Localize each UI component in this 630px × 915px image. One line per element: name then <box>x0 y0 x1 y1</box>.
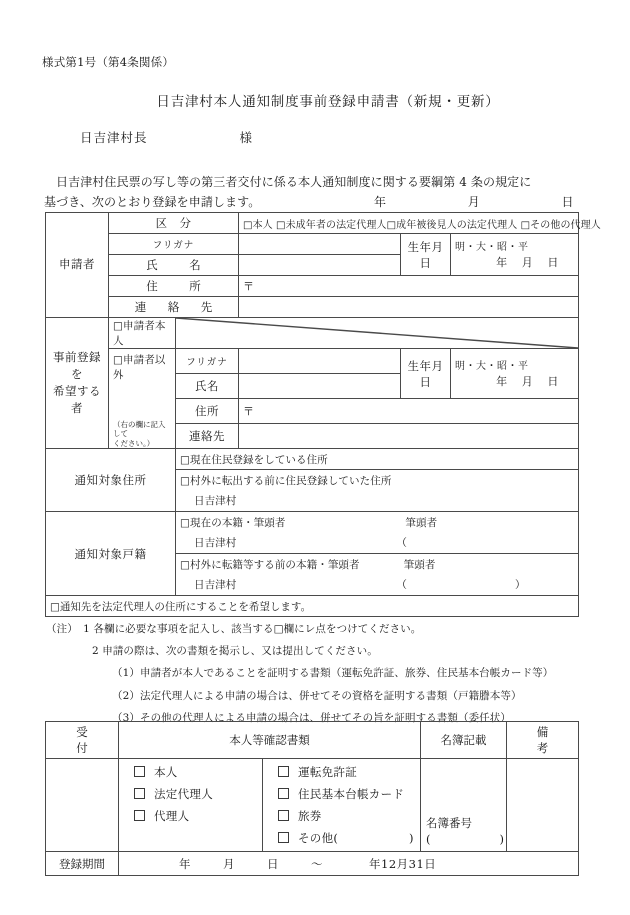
applicant-section-label: 申請者 <box>46 213 109 318</box>
applicant-ymd-row <box>455 254 574 270</box>
date-day-label: 日 <box>561 194 574 209</box>
note-5: （3）その他の代理人による申請の場合は、併せてその旨を証明する書類（委任状） <box>112 711 511 724</box>
date-entry-line <box>374 193 574 213</box>
prereg-label-line2: 希望する者 <box>53 384 101 416</box>
period-day: 日 <box>267 856 279 871</box>
checkbox-icon[interactable] <box>134 810 145 821</box>
prereg-option-self[interactable]: □申請者本人 <box>109 318 176 349</box>
addressee-name: 日吉津村長 <box>80 130 148 145</box>
note-1: （注） 1 各欄に必要な事項を記入し、該当する□欄にレ点をつけてください。 <box>46 623 422 635</box>
meibo-number-label: 名簿番号 <box>426 816 472 830</box>
checkbox-icon[interactable] <box>278 810 289 821</box>
lead-paragraph <box>44 173 584 213</box>
applicant-birthdate-value[interactable] <box>451 234 579 276</box>
document-check-list <box>263 759 421 852</box>
notify-koseki-option-1[interactable]: □現在の本籍・筆頭者 筆頭者 <box>176 512 579 533</box>
office-use-table <box>45 721 579 876</box>
table-row-applicant-contact <box>46 297 579 318</box>
period-label: 登録期間 <box>46 852 119 876</box>
prereg-contact-input[interactable] <box>239 424 579 449</box>
header-uketsuke: 受 付 <box>46 722 119 759</box>
applicant-name-input[interactable] <box>239 255 401 276</box>
table-row-notify-address-1 <box>46 449 579 470</box>
office-table-body-row <box>46 759 579 852</box>
applicant-contact-label: 連 絡 先 <box>109 297 239 318</box>
prereg-era-label: 明・大・昭・平 <box>455 360 529 372</box>
notify-address-label: 通知対象住所 <box>46 449 176 512</box>
applicant-month-label: 月 <box>521 255 534 269</box>
postal-mark-icon: 〒 <box>243 280 254 293</box>
notify-address-option-1[interactable]: □現在住民登録をしている住所 <box>176 449 579 470</box>
period-end: 年12月31日 <box>369 856 437 871</box>
addressee-honorific: 様 <box>239 130 254 145</box>
check-juki-card[interactable]: 住民基本台帳カード <box>268 783 415 805</box>
applicant-furigana-label: フリガナ <box>109 234 239 255</box>
checkbox-icon[interactable] <box>278 832 289 843</box>
applicant-era-label: 明・大・昭・平 <box>455 241 529 253</box>
date-year-label: 年 <box>374 194 387 209</box>
diagonal-strike-icon <box>176 318 578 348</box>
person-check-list <box>119 759 263 852</box>
table-row-final-option <box>46 596 579 617</box>
notify-koseki-hittosha-1: 筆頭者 <box>405 516 438 529</box>
applicant-year-label: 年 <box>496 255 508 269</box>
date-month-label: 月 <box>467 194 481 209</box>
check-sonota[interactable]: その他( ) <box>268 827 415 849</box>
prereg-label-line1: 事前登録を <box>53 349 101 381</box>
prereg-name-label: 氏名 <box>176 374 239 399</box>
period-tilde: ～ <box>311 856 323 871</box>
office-table-header-row <box>46 722 579 759</box>
applicant-address-input[interactable] <box>239 276 579 297</box>
application-main-table <box>45 212 601 617</box>
final-option-checkbox[interactable]: □通知先を法定代理人の住所にすることを希望します。 <box>46 596 579 617</box>
header-meibo-kisai: 名簿記載 <box>421 722 507 759</box>
form-notes <box>46 622 591 733</box>
prereg-furigana-input[interactable] <box>239 349 401 374</box>
uketsuke-input[interactable] <box>46 759 119 852</box>
period-value[interactable] <box>119 852 579 876</box>
prereg-section-label <box>46 318 109 449</box>
period-year: 年 <box>179 856 191 871</box>
applicant-contact-input[interactable] <box>239 297 579 318</box>
prereg-self-struck-cell <box>176 318 579 349</box>
header-bikou: 備 考 <box>507 722 579 759</box>
prereg-furigana-label: フリガナ <box>176 349 239 374</box>
page-title: 日吉津村本人通知制度事前登録申請書（新規・更新） <box>156 94 500 110</box>
applicant-name-label: 氏 名 <box>109 255 239 276</box>
prereg-birthdate-label: 生年月日 <box>401 349 451 399</box>
table-row-applicant-address <box>46 276 579 297</box>
notify-address-option-2[interactable]: □村外に転出する前に住民登録していた住所 <box>176 470 579 491</box>
form-number: 様式第1号（第4条関係） <box>42 55 175 69</box>
check-honnin[interactable]: 本人 <box>124 761 257 783</box>
prereg-contact-label: 連絡先 <box>176 424 239 449</box>
notify-koseki-paren-1: （ <box>396 537 408 550</box>
header-honnin-shorui: 本人等確認書類 <box>119 722 421 759</box>
check-ryoken[interactable]: 旅券 <box>268 805 415 827</box>
prereg-address-input[interactable] <box>239 399 579 424</box>
prereg-name-input[interactable] <box>239 374 401 399</box>
lead-line-2 <box>44 193 584 213</box>
applicant-furigana-input[interactable] <box>239 234 401 255</box>
checkbox-icon[interactable] <box>134 788 145 799</box>
notify-address-village[interactable]: 日吉津村 <box>176 491 579 512</box>
check-houtei-dairinin[interactable]: 法定代理人 <box>124 783 257 805</box>
notify-koseki-paren-open-2: （ <box>396 579 408 592</box>
prereg-year-label: 年 <box>496 374 508 388</box>
table-row-kubun <box>46 213 579 234</box>
notify-koseki-option-2[interactable]: □村外に転籍等する前の本籍・筆頭者 筆頭者 <box>176 554 579 575</box>
addressee-line <box>80 128 253 146</box>
note-4: （2）法定代理人による申請の場合は、併せてその資格を証明する書類（戸籍謄本等） <box>112 689 522 702</box>
applicant-address-label: 住 所 <box>109 276 239 297</box>
prereg-note: （右の欄に記入して ください。） <box>113 420 166 448</box>
bikou-input[interactable] <box>507 759 579 852</box>
notify-koseki-paren-close-2: ） <box>515 579 526 592</box>
meibo-number-cell[interactable] <box>421 759 507 852</box>
prereg-postal-mark-icon: 〒 <box>243 405 254 419</box>
lead-line-1: 日吉津村住民票の写し等の第三者交付に係る本人通知制度に関する要綱第 4 条の規定に <box>56 175 532 189</box>
check-dairinin[interactable]: 代理人 <box>124 805 257 827</box>
prereg-day-label: 日 <box>547 374 559 388</box>
table-row-notify-koseki-1 <box>46 512 579 533</box>
kubun-label: 区 分 <box>109 213 239 234</box>
table-row-prereg-self <box>46 318 579 349</box>
check-unten-menkyo[interactable]: 運転免許証 <box>268 761 415 783</box>
prereg-address-label: 住所 <box>176 399 239 424</box>
applicant-day-label: 日 <box>547 255 559 269</box>
prereg-ymd-row <box>455 373 574 389</box>
kubun-options[interactable]: □本人 □未成年者の法定代理人□成年被後見人の法定代理人 □その他の代理人 <box>239 213 579 234</box>
checkbox-icon[interactable] <box>278 766 289 777</box>
meibo-number-paren[interactable]: ( ) <box>426 832 504 846</box>
checkbox-icon[interactable] <box>134 766 145 777</box>
checkbox-icon[interactable] <box>278 788 289 799</box>
notify-koseki-village-2[interactable]: 日吉津村 （ ） <box>176 575 579 596</box>
prereg-birthdate-value[interactable] <box>451 349 579 399</box>
note-2: 2 申請の際は、次の書類を掲示し、又は提出してください。 <box>92 645 378 658</box>
notify-koseki-village-1[interactable]: 日吉津村 （ <box>176 533 579 554</box>
period-month: 月 <box>223 856 235 871</box>
table-row-prereg-other-furigana <box>46 349 579 374</box>
notify-koseki-hittosha-2: 筆頭者 <box>403 558 436 571</box>
prereg-option-other[interactable]: □申請者以外 （右の欄に記入して ください。） <box>109 349 176 449</box>
lead-line-2-text: 基づき、次のとおり登録を申請します。 <box>44 194 261 209</box>
prereg-month-label: 月 <box>521 374 534 388</box>
applicant-birthdate-label: 生年月日 <box>401 234 451 276</box>
office-table-period-row <box>46 852 579 876</box>
note-3: （1）申請者が本人であることを証明する書類（運転免許証、旅券、住民基本台帳カード等） <box>112 667 554 680</box>
table-row-applicant-furigana <box>46 234 579 255</box>
notify-koseki-label: 通知対象戸籍 <box>46 512 176 596</box>
